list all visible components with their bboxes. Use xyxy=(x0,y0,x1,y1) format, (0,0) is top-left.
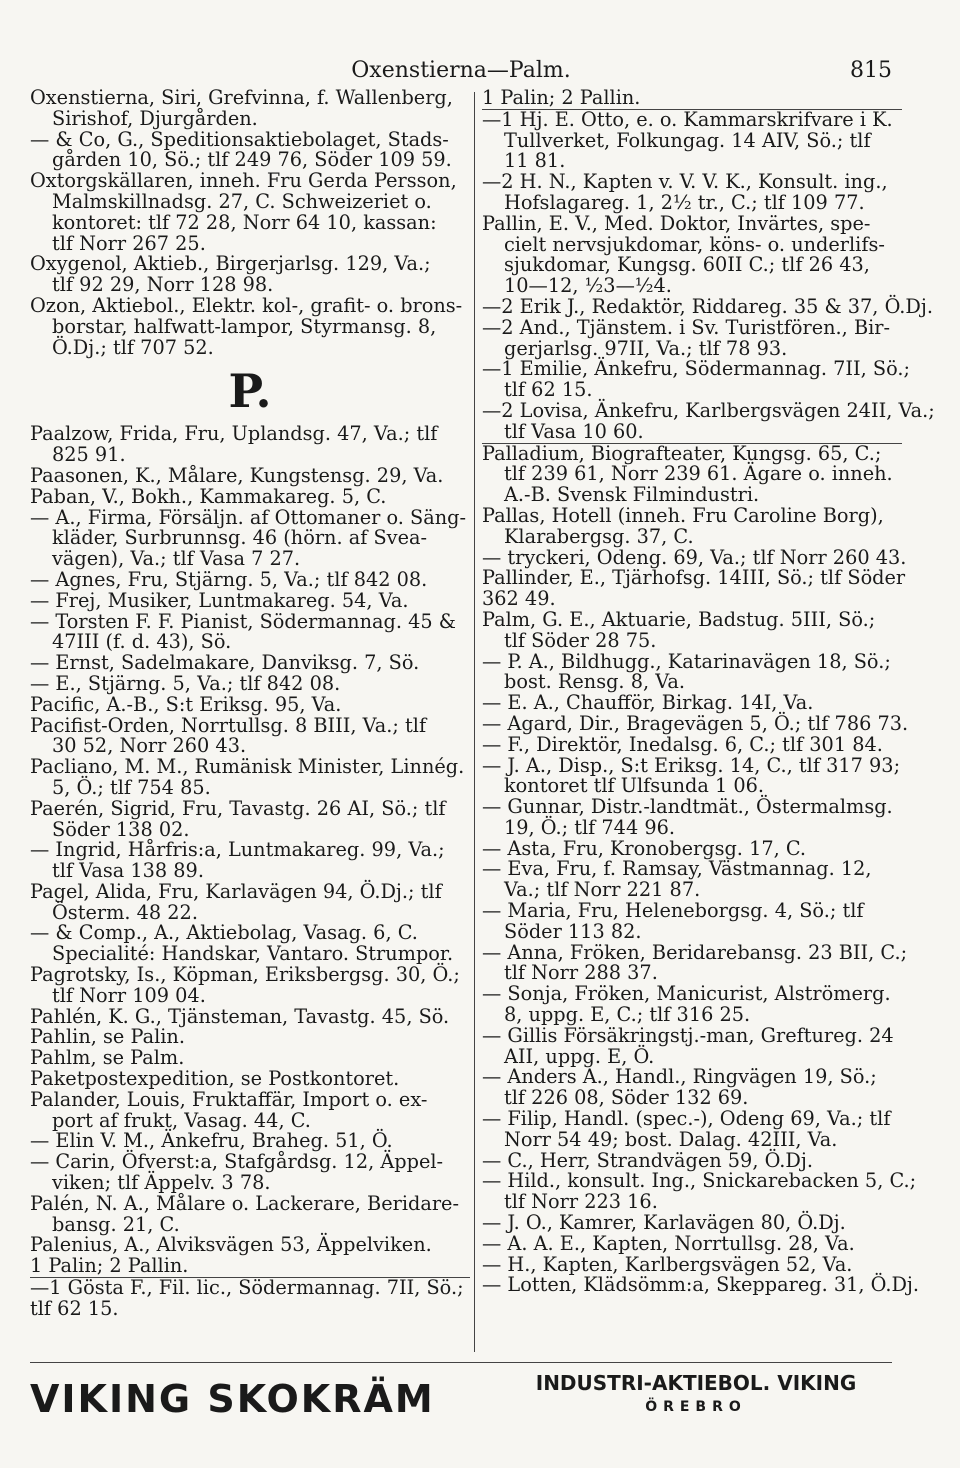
directory-entry-line: Österm. 48 22. xyxy=(52,900,198,924)
directory-entry-line: — Gunnar, Distr.-landtmät., Östermalmsg. xyxy=(482,795,893,819)
directory-entry-line: cielt nervsjukdomar, köns- o. underlifs- xyxy=(504,232,885,256)
directory-entry-line: Pagel, Alida, Fru, Karlavägen 94, Ö.Dj.; tlf xyxy=(30,879,442,903)
directory-entry-line: — C., Herr, Strandvägen 59, Ö.Dj. xyxy=(482,1148,813,1172)
directory-entry-line: Tullverket, Folkungag. 14 AIV, Sö.; tlf xyxy=(504,128,871,152)
directory-entry-line: tlf Söder 28 75. xyxy=(504,628,657,652)
directory-entry-line: tlf 62 15. xyxy=(30,1296,119,1320)
directory-entry-line: kontoret: tlf 72 28, Norr 64 10, kassan: xyxy=(52,210,437,234)
directory-entry-line: sjukdomar, Kungsg. 60II C.; tlf 26 43, xyxy=(504,253,870,277)
directory-entry-line: tlf 92 29, Norr 128 98. xyxy=(52,273,274,297)
running-title: Oxenstierna—Palm. xyxy=(351,58,571,83)
directory-entry-line: Pahlin, se Palin. xyxy=(30,1025,185,1049)
directory-entry-line: Paasonen, K., Målare, Kungstensg. 29, Va. xyxy=(30,463,444,487)
directory-entry-line: —2 Lovisa, Änkefru, Karlbergsvägen 24II, Va.; xyxy=(482,398,935,422)
directory-entry-line: 11 81. xyxy=(504,149,566,173)
directory-entry-line: — Ingrid, Hårfris:a, Luntmakareg. 99, Va.; xyxy=(30,838,445,862)
directory-entry-line: — tryckeri, Odeng. 69, Va.; tlf Norr 260 43. xyxy=(482,545,907,569)
directory-entry-line: 30 52, Norr 260 43. xyxy=(52,734,247,758)
directory-entry-line: port af frukt, Vasag. 44, C. xyxy=(52,1108,311,1132)
directory-entry-line: Paalzow, Frida, Fru, Uplandsg. 47, Va.; tlf xyxy=(30,422,438,446)
directory-entry-line: tlf Norr 267 25. xyxy=(52,231,206,255)
directory-entry-line: Va.; tlf Norr 221 87. xyxy=(504,878,701,902)
directory-entry-line: tlf Norr 288 37. xyxy=(504,961,658,985)
directory-entry-line: tlf 226 08, Söder 132 69. xyxy=(504,1086,749,1110)
page-header xyxy=(30,58,892,88)
directory-entry-line: — Torsten F. F. Pianist, Södermannag. 45 & xyxy=(30,609,456,633)
directory-entry-line: — Elin V. M., Änkefru, Braheg. 51, Ö. xyxy=(30,1129,393,1153)
directory-entry-line: Ozon, Aktiebol., Elektr. kol-, grafit- o. brons- xyxy=(30,293,463,317)
directory-entry-line: Paketpostexpedition, se Postkontoret. xyxy=(30,1067,400,1091)
directory-entry-line: — J. O., Kamrer, Karlavägen 80, Ö.Dj. xyxy=(482,1211,846,1235)
directory-entry-line: bost. Rensg. 8, Va. xyxy=(504,670,685,694)
directory-entry-line: — Agard, Dir., Bragevägen 5, Ö.; tlf 786 73. xyxy=(482,711,909,735)
directory-entry-line: Palenius, A., Alviksvägen 53, Äppelviken. xyxy=(30,1233,432,1257)
directory-entry-line: —1 Hj. E. Otto, e. o. Kammarskrifvare i K. xyxy=(482,107,893,131)
directory-entry-line: 825 91. xyxy=(52,443,126,467)
directory-entry-line: —2 And., Tjänstem. i Sv. Turistfören., Bir- xyxy=(482,315,891,339)
column-divider xyxy=(474,92,475,1352)
directory-entry-line: kläder, Surbrunnsg. 46 (hörn. af Svea- xyxy=(52,526,427,550)
directory-entry-line: Pallas, Hotell (inneh. Fru Caroline Borg), xyxy=(482,503,884,527)
directory-entry-line: bansg. 21, C. xyxy=(52,1212,180,1236)
directory-entry-line: kontoret tlf Ulfsunda 1 06. xyxy=(504,774,765,798)
directory-entry-line: Pacliano, M. M., Rumänisk Minister, Linnég. xyxy=(30,755,465,779)
directory-entry-line: — A. A. E., Kapten, Norrtullsg. 28, Va. xyxy=(482,1231,855,1255)
industri-aktiebolag-ad: INDUSTRI-AKTIEBOL. VIKING xyxy=(535,1371,857,1395)
directory-entry-line: — Agnes, Fru, Stjärng. 5, Va.; tlf 842 08. xyxy=(30,567,428,591)
directory-entry-line: borstar, halfwatt-lampor, Styrmansg. 8, xyxy=(52,314,437,338)
directory-entry-line: — H., Kapten, Karlbergsvägen 52, Va. xyxy=(482,1252,853,1276)
directory-entry-line: 1 Palin; 2 Pallin. xyxy=(482,88,902,110)
directory-entry-line: vägen), Va.; tlf Vasa 7 27. xyxy=(52,547,301,571)
directory-entry-line: tlf Vasa 10 60. xyxy=(504,419,644,443)
directory-entry-line: — Anders A., Handl., Ringvägen 19, Sö.; xyxy=(482,1065,877,1089)
directory-entry-line: Palander, Louis, Fruktaffär, Import o. ex- xyxy=(30,1087,428,1111)
directory-entry-line: Palén, N. A., Målare o. Lackerare, Beridare- xyxy=(30,1191,459,1215)
directory-entry-line: Oxenstierna, Siri, Grefvinna, f. Wallenberg, xyxy=(30,86,453,109)
directory-entry-line: Specialité: Handskar, Vantaro. Strumpor. xyxy=(52,942,454,966)
directory-entry-line: Pallinder, E., Tjärhofsg. 14III, Sö.; tlf Söder xyxy=(482,566,906,590)
directory-entry-line: Sirishof, Djurgården. xyxy=(52,106,258,130)
directory-entry-line: Norr 54 49; bost. Dalag. 42III, Va. xyxy=(504,1127,838,1151)
directory-entry-line: tlf Norr 109 04. xyxy=(52,983,206,1007)
directory-entry-line: — Lotten, Klädsömm:a, Skeppareg. 31, Ö.Dj. xyxy=(482,1273,920,1297)
viking-skokram-ad: VIKING SKOKRÄM xyxy=(30,1377,435,1421)
directory-entry-line: gården 10, Sö.; tlf 249 76, Söder 109 59. xyxy=(52,148,452,172)
directory-entry-line: — Ernst, Sadelmakare, Danviksg. 7, Sö. xyxy=(30,651,420,675)
directory-entry-line: Klarabergsg. 37, C. xyxy=(504,524,694,548)
directory-entry-line: — Filip, Handl. (spec.-), Odeng 69, Va.; tlf xyxy=(482,1107,891,1131)
directory-entry-line: — & Comp., A., Aktiebolag, Vasag. 6, C. xyxy=(30,921,418,945)
right-column xyxy=(482,86,935,1297)
directory-entry-line: Hofslagareg. 1, 2½ tr., C.; tlf 109 77. xyxy=(504,190,865,214)
directory-entry-line: 1 Palin; 2 Pallin. xyxy=(30,1256,470,1278)
directory-entry-line: 8, uppg. E, C.; tlf 316 25. xyxy=(504,1003,751,1027)
directory-entry-line: tlf Vasa 138 89. xyxy=(52,859,204,883)
directory-entry-line: 47III (f. d. 43), Sö. xyxy=(52,630,232,654)
directory-entry-line: Palm, G. E., Aktuarie, Badstug. 5III, Sö.; xyxy=(482,607,876,631)
directory-entry-line: tlf 62 15. xyxy=(504,378,593,402)
directory-entry-line: — Maria, Fru, Heleneborgsg. 4, Sö.; tlf xyxy=(482,899,864,923)
directory-entry-line: Paerén, Sigrid, Fru, Tavastg. 26 AI, Sö.; tlf xyxy=(30,796,446,820)
directory-entry-line: — J. A., Disp., S:t Eriksg. 14, C., tlf 317 93; xyxy=(482,753,901,777)
directory-entry-line: Söder 113 82. xyxy=(504,919,642,943)
directory-entry-line: Ö.Dj.; tlf 707 52. xyxy=(52,335,214,359)
page-number: 815 xyxy=(850,58,892,83)
directory-entry-line: Pacifist-Orden, Norrtullsg. 8 BIII, Va.; tlf xyxy=(30,713,427,737)
directory-entry-line: — F., Direktör, Inedalsg. 6, C.; tlf 301 84. xyxy=(482,732,883,756)
directory-entry-line: — E., Stjärng. 5, Va.; tlf 842 08. xyxy=(30,671,341,695)
directory-entry-line: Paban, V., Bokh., Kammakareg. 5, C. xyxy=(30,484,387,508)
directory-entry-line: A.-B. Svensk Filmindustri. xyxy=(504,483,760,507)
directory-entry-line: — Anna, Fröken, Beridarebansg. 23 BII, C.; xyxy=(482,940,908,964)
directory-entry-line: 19, Ö.; tlf 744 96. xyxy=(504,815,675,839)
directory-entry-line: Pallin, E. V., Med. Doktor, Invärtes, spe- xyxy=(482,211,871,235)
directory-entry-line: Oxtorgskällaren, inneh. Fru Gerda Persson, xyxy=(30,169,457,193)
directory-entry-line: — Carin, Öfverst:a, Stafgårdsg. 12, Äppel- xyxy=(30,1150,444,1174)
advertisement-footer xyxy=(30,1362,892,1429)
directory-entry-line: — Gillis Försäkringstj.-man, Greftureg. 24 xyxy=(482,1023,894,1047)
directory-entry-line: Pacific, A.-B., S:t Eriksg. 95, Va. xyxy=(30,692,342,716)
directory-entry-line: — A., Firma, Försäljn. af Ottomaner o. Säng- xyxy=(30,505,467,529)
directory-entry-line: 10—12, ½3—½4. xyxy=(504,274,672,298)
directory-entry-line: AII, uppg. E, Ö. xyxy=(504,1044,655,1068)
directory-entry-line: —2 H. N., Kapten v. V. V. K., Konsult. ing., xyxy=(482,170,888,194)
directory-entry-line: — Asta, Fru, Kronobergsg. 17, C. xyxy=(482,836,807,860)
directory-entry-line: —1 Emilie, Änkefru, Södermannag. 7II, Sö.; xyxy=(482,357,911,381)
directory-entry-line: — Eva, Fru, f. Ramsay, Västmannag. 12, xyxy=(482,857,872,881)
directory-entry-line: tlf Norr 223 16. xyxy=(504,1190,658,1214)
orebro-ad: ÖREBRO xyxy=(645,1399,747,1415)
directory-entry-line: — E. A., Chaufför, Birkag. 14I, Va. xyxy=(482,691,814,715)
directory-entry-line: — Frej, Musiker, Luntmakareg. 54, Va. xyxy=(30,588,409,612)
directory-entry-line: — Hild., konsult. Ing., Snickarebacken 5, C.; xyxy=(482,1169,917,1193)
left-column xyxy=(30,88,470,1320)
directory-entry-line: Pagrotsky, Is., Köpman, Eriksbergsg. 30, Ö.; xyxy=(30,963,460,987)
directory-entry-line: Pahlén, K. G., Tjänsteman, Tavastg. 45, Sö. xyxy=(30,1004,450,1028)
directory-entry-line: — P. A., Bildhugg., Katarinavägen 18, Sö.; xyxy=(482,649,891,673)
directory-entry-line: Pahlm, se Palm. xyxy=(30,1046,185,1070)
directory-entry-line: Söder 138 02. xyxy=(52,817,190,841)
directory-entry-line: —1 Gösta F., Fil. lic., Södermannag. 7II, Sö.; xyxy=(30,1276,464,1300)
directory-entry-line: viken; tlf Äppelv. 3 78. xyxy=(52,1171,271,1195)
directory-entry-line: 362 49. xyxy=(482,587,556,611)
directory-entry-line: — Sonja, Fröken, Manicurist, Alströmerg. xyxy=(482,982,891,1006)
directory-entry-line: Palladium, Biografteater, Kungsg. 65, C.; xyxy=(482,443,902,465)
directory-entry-line: Oxygenol, Aktieb., Birgerjarlsg. 129, Va.; xyxy=(30,252,431,276)
directory-entry-line: gerjarlsg. 97II, Va.; tlf 78 93. xyxy=(504,336,788,360)
directory-entry-line: Malmskillnadsg. 27, C. Schweizeriet o. xyxy=(52,189,432,213)
directory-entry-line: tlf 239 61, Norr 239 61. Ägare o. inneh. xyxy=(504,462,893,486)
directory-entry-line: — & Co, G., Speditionsaktiebolaget, Stads- xyxy=(30,127,449,151)
directory-entry-line: P. xyxy=(228,364,272,419)
directory-entry-line: —2 Erik J., Redaktör, Riddareg. 35 & 37, Ö.Dj. xyxy=(482,294,933,318)
directory-entry-line: 5, Ö.; tlf 754 85. xyxy=(52,775,211,799)
